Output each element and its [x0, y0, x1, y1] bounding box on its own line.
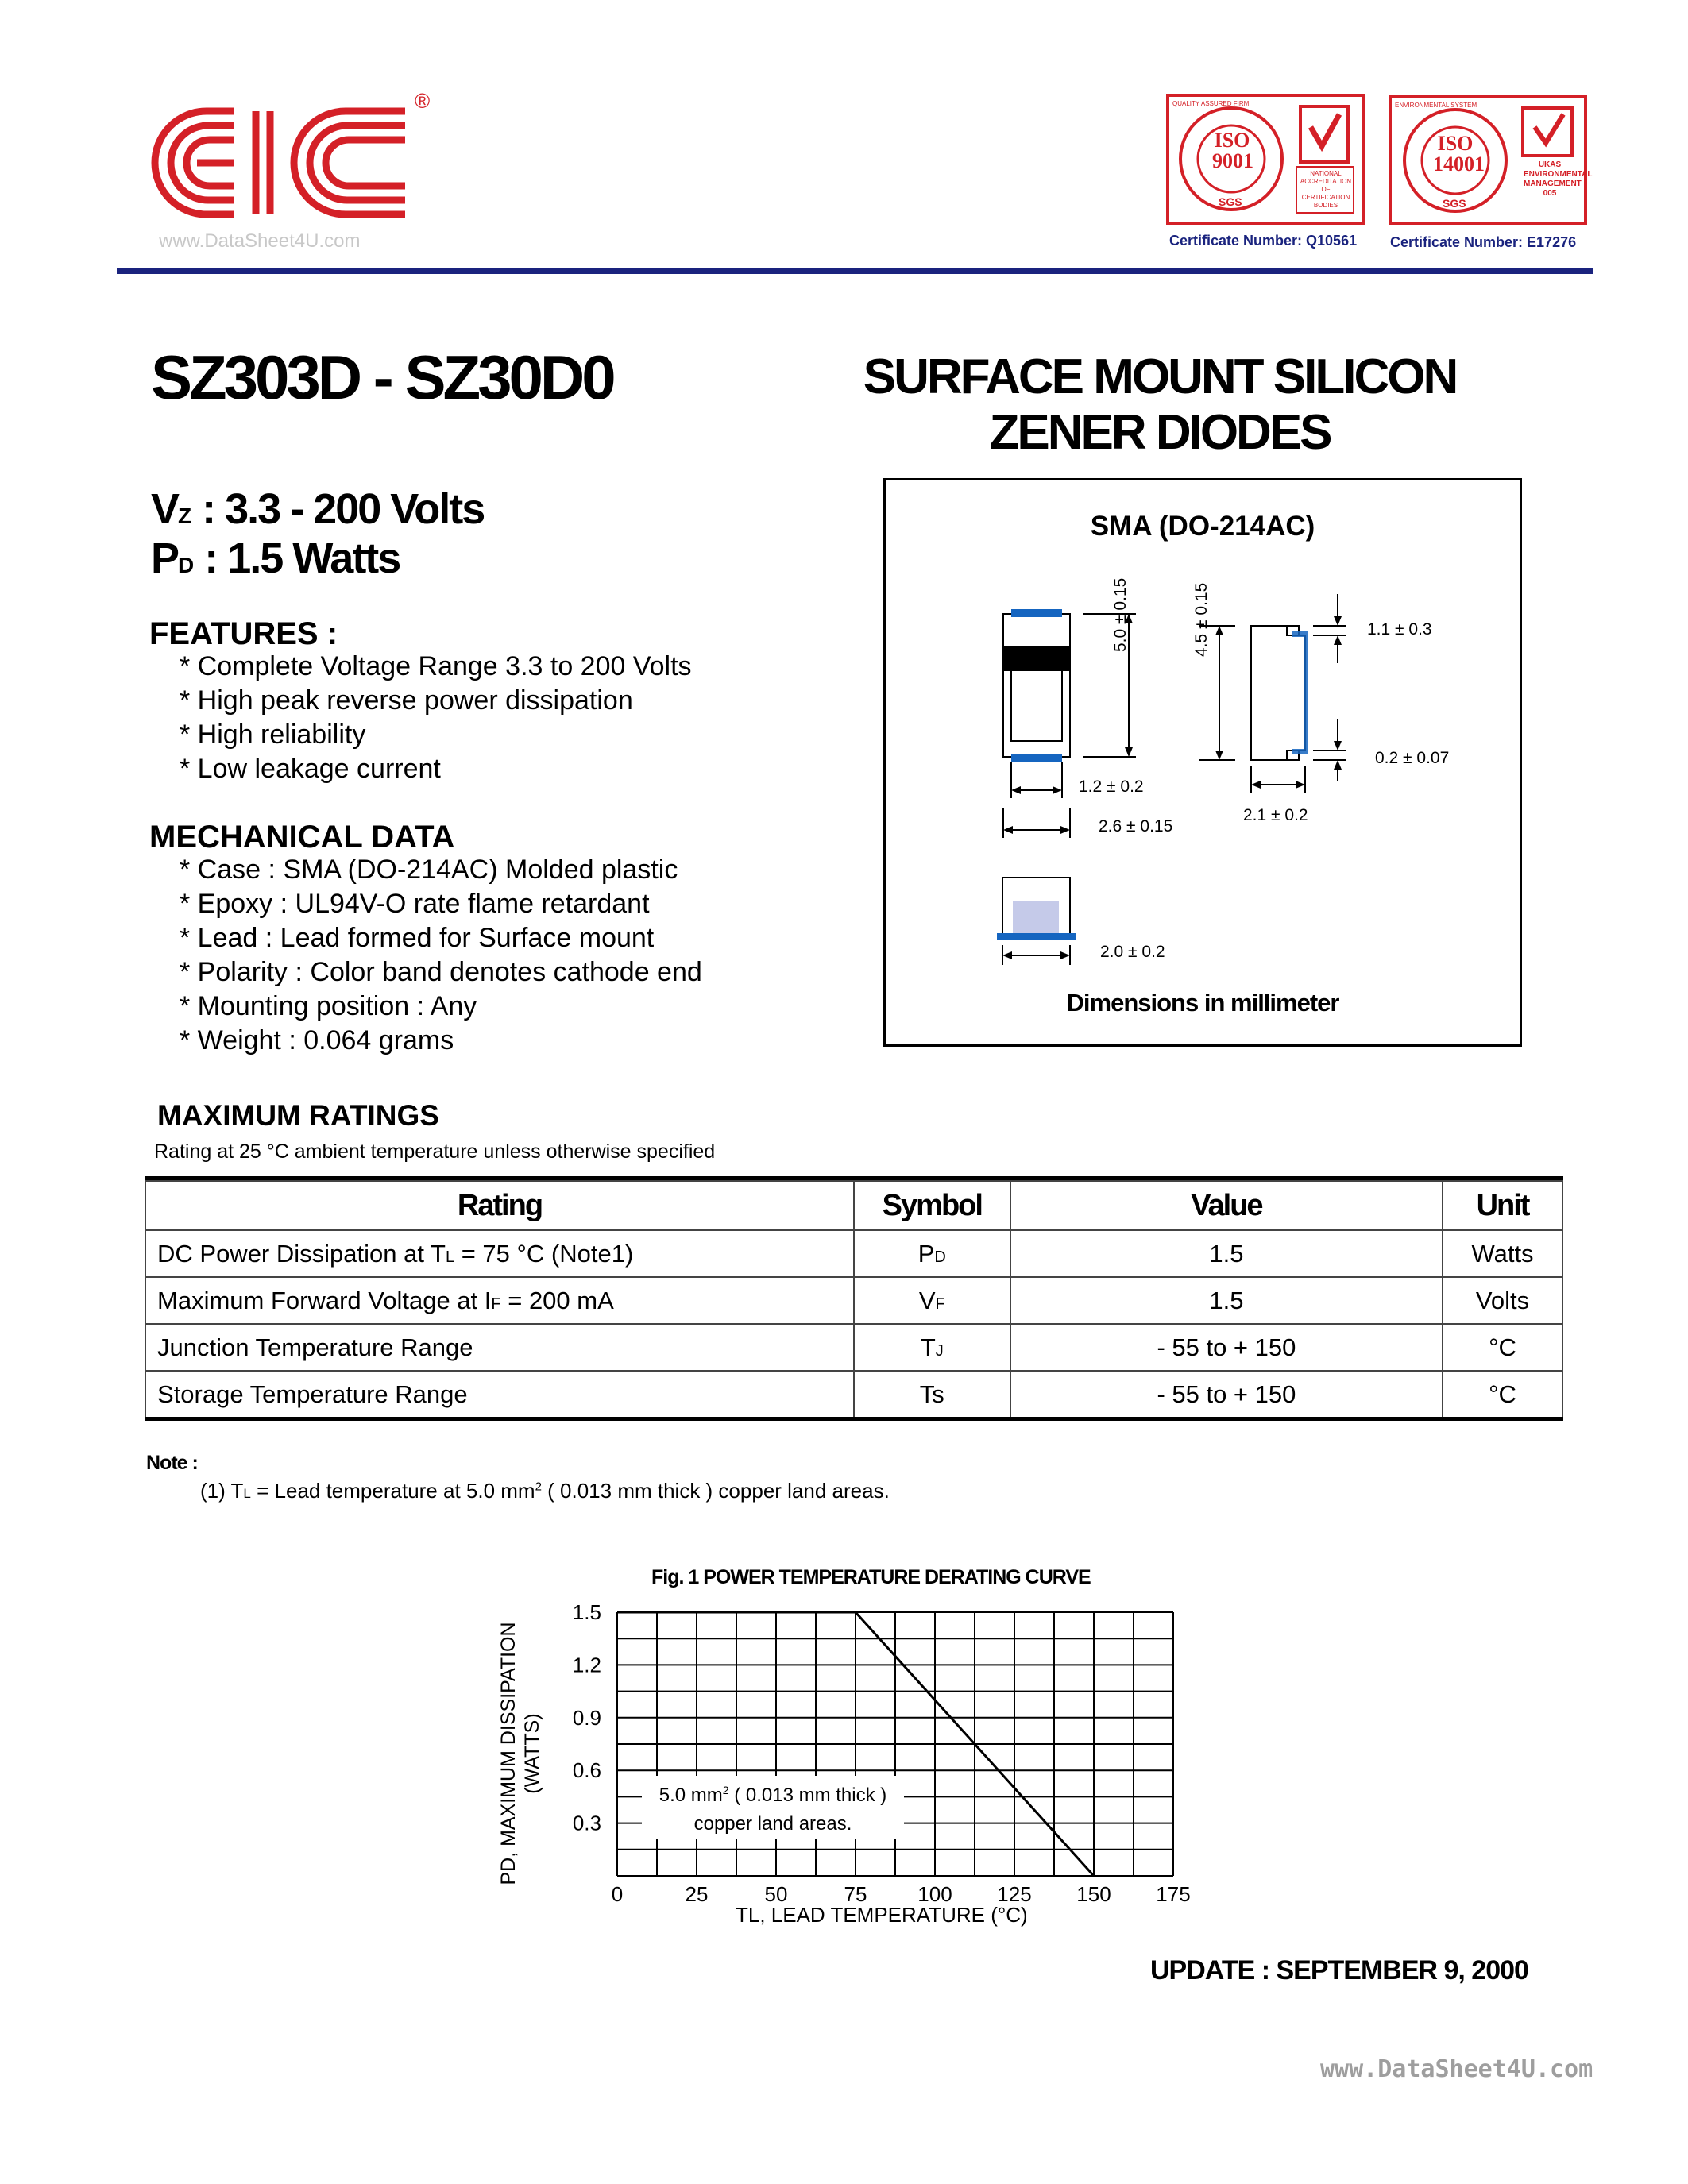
list-item: * Epoxy : UL94V-O rate flame retardant [180, 889, 650, 919]
y-tick-label: 1.2 [572, 1653, 601, 1677]
list-item: * Low leakage current [180, 754, 441, 784]
note-heading: Note : [146, 1452, 198, 1474]
registered-mark: ® [415, 89, 431, 113]
iso-number: 9001 [1212, 149, 1253, 172]
dim-width-2: 2.6 ± 0.15 [1099, 817, 1173, 835]
vz-spec: VZ : 3.3 - 200 Volts [151, 485, 485, 533]
x-tick-label: 25 [685, 1882, 709, 1906]
x-tick-label: 50 [764, 1882, 788, 1906]
mechanical-list [149, 853, 702, 1058]
cert2-number: Certificate Number: E17276 [1390, 234, 1577, 250]
y-tick-label: 1.5 [572, 1600, 601, 1624]
accreditation-text: UKAS ENVIRONMENTAL MANAGEMENT 005 [1524, 160, 1593, 198]
value-cell: 1.5 [1010, 1230, 1443, 1277]
y-tick-label: 0.3 [572, 1811, 601, 1835]
pd-spec: PD : 1.5 Watts [151, 534, 400, 582]
unit-cell: °C [1443, 1371, 1562, 1418]
ratings-subheading: Rating at 25 °C ambient temperature unless otherwise specified [154, 1140, 716, 1163]
subtitle-line-2: ZENER DIODES [989, 405, 1331, 460]
value-cell: - 55 to + 150 [1010, 1324, 1443, 1371]
dim-end: 2.0 ± 0.2 [1100, 943, 1165, 961]
iso-label: ISO [1437, 132, 1474, 155]
x-tick-label: 125 [997, 1882, 1032, 1906]
watermark-bottom: www.DataSheet4U.com [1320, 2055, 1593, 2083]
cert1-number: Certificate Number: Q10561 [1169, 233, 1358, 249]
table-row [145, 1324, 1562, 1371]
list-item: * Weight : 0.064 grams [180, 1025, 454, 1055]
value-cell: 1.5 [1010, 1277, 1443, 1324]
symbol-cell: TJ [854, 1324, 1010, 1371]
list-item: * Lead : Lead formed for Surface mount [180, 923, 655, 953]
ratings-heading: MAXIMUM RATINGS [157, 1099, 439, 1132]
x-tick-label: 0 [611, 1882, 624, 1906]
mechanical-heading: MECHANICAL DATA [149, 820, 455, 855]
table-bottom-rule [145, 1417, 1563, 1421]
table-row [145, 1277, 1562, 1324]
x-tick-label: 150 [1076, 1882, 1111, 1906]
dimension-units: Dimensions in millimeter [1066, 989, 1339, 1017]
features-heading: FEATURES : [149, 616, 338, 651]
list-item: * High peak reverse power dissipation [180, 685, 633, 716]
package-outline-box [883, 478, 1522, 1047]
header-rule [117, 268, 1593, 274]
ring-text: QUALITY ASSURED FIRM [1172, 100, 1250, 107]
list-item: * Case : SMA (DO-214AC) Molded plastic [180, 855, 678, 885]
chart-ticks [573, 1600, 1191, 1906]
y-axis-label: PD, MAXIMUM DISSIPATION (WATTS) [497, 1622, 543, 1885]
iso-label: ISO [1214, 129, 1250, 152]
symbol-cell: VF [854, 1277, 1010, 1324]
note-text: (1) TL = Lead temperature at 5.0 $mm^2$ ( 0.013 mm thick ) copper land areas. [200, 1479, 890, 1503]
x-axis-label: TL, LEAD TEMPERATURE (°C) [736, 1903, 1028, 1927]
chart-title: Fig. 1 POWER TEMPERATURE DERATING CURVE [651, 1566, 1091, 1588]
dim-length: 5.0 ± 0.15 [1111, 577, 1130, 652]
ring-text: ENVIRONMENTAL SYSTEM [1395, 102, 1477, 109]
value-cell: - 55 to + 150 [1010, 1371, 1443, 1418]
x-tick-label: 75 [844, 1882, 867, 1906]
subtitle-line-1: SURFACE MOUNT SILICON [863, 349, 1457, 404]
x-tick-label: 175 [1156, 1882, 1191, 1906]
iso-9001-cert [1166, 94, 1365, 225]
accreditation-text: NATIONAL ACCREDITATION OF CERTIFICATION BODIES [1300, 170, 1352, 209]
dim-lead: 0.2 ± 0.07 [1375, 749, 1450, 767]
iso-number: 14001 [1433, 152, 1485, 176]
y-tick-label: 0.6 [572, 1758, 601, 1783]
update-date: UPDATE : SEPTEMBER 9, 2000 [1150, 1955, 1528, 1985]
iso-14001-cert [1389, 95, 1593, 225]
unit-cell: Volts [1443, 1277, 1562, 1324]
column-header: Value [1010, 1181, 1443, 1230]
x-tick-label: 100 [917, 1882, 952, 1906]
cathode-band [1003, 646, 1070, 671]
product-subtitle [763, 349, 1557, 461]
part-number-title: SZ303D - SZ30D0 [151, 342, 613, 412]
dim-body: 4.5 ± 0.15 [1192, 582, 1211, 657]
rating-cell: DC Power Dissipation at TL = 75 °C (Note1) [145, 1230, 854, 1277]
symbol-cell: PD [854, 1230, 1010, 1277]
unit-cell: °C [1443, 1324, 1562, 1371]
rating-cell: Junction Temperature Range [145, 1324, 854, 1371]
column-header: Symbol [854, 1181, 1010, 1230]
eic-logo [151, 95, 421, 230]
table-row [145, 1371, 1562, 1418]
column-header: Rating [145, 1181, 854, 1230]
list-item: * Complete Voltage Range 3.3 to 200 Volts [180, 651, 692, 681]
symbol-cell: Ts [854, 1371, 1010, 1418]
watermark-top: www.DataSheet4U.com [159, 230, 361, 252]
dim-side: 2.1 ± 0.2 [1243, 806, 1308, 824]
unit-cell: Watts [1443, 1230, 1562, 1277]
rating-cell: Maximum Forward Voltage at IF = 200 mA [145, 1277, 854, 1324]
dim-width-1: 1.2 ± 0.2 [1079, 778, 1144, 796]
cert-body: SGS [1443, 197, 1466, 210]
cert-body: SGS [1219, 195, 1242, 208]
dim-top: 1.1 ± 0.3 [1367, 620, 1432, 639]
ratings-table [145, 1180, 1563, 1418]
list-item: * Mounting position : Any [180, 991, 477, 1021]
package-title: SMA (DO-214AC) [1090, 511, 1315, 542]
column-header: Unit [1443, 1181, 1562, 1230]
list-item: * Polarity : Color band denotes cathode end [180, 957, 702, 987]
features-list [149, 650, 692, 786]
chart-annotation: 5.0 $mm^2$ ( 0.013 mm thick ) copper land areas. [642, 1776, 904, 1839]
derating-chart [477, 1588, 1207, 1938]
rating-cell: Storage Temperature Range [145, 1371, 854, 1418]
table-header-row [145, 1181, 1562, 1230]
table-row [145, 1230, 1562, 1277]
list-item: * High reliability [180, 720, 366, 750]
y-tick-label: 0.9 [572, 1705, 601, 1730]
